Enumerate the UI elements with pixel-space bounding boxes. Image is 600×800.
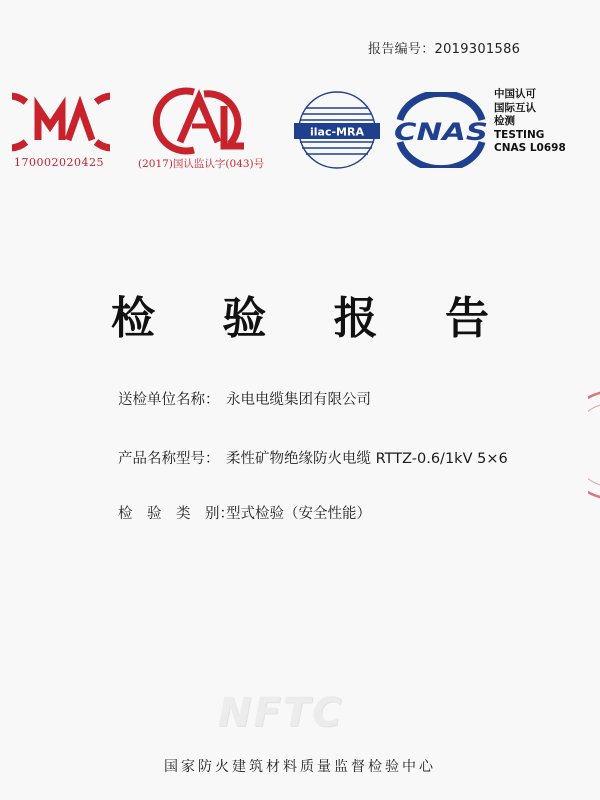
field-label: 检 验 类 别： [118,506,234,522]
field-value: 柔性矿物绝缘防火电缆 RTTZ-0.6/1kV 5×6 [226,451,508,467]
page-title: 检 验 报 告 [111,293,515,344]
cnas-side-line: 中国认可 [494,88,536,100]
field-submitting-unit [118,388,371,409]
svg-text:CNAS: CNAS [394,118,488,146]
field-label: 产品名称型号： [118,451,220,467]
field-inspection-type [118,502,371,523]
red-seal-icon [588,390,600,500]
field-label: 送检单位名称： [118,392,220,408]
cma-logo-icon [12,92,110,152]
cnas-side-line: CNAS L0698 [494,142,566,154]
report-number: 报告编号：2019301586 [368,42,521,57]
cnas-side-line: TESTING [494,128,545,141]
cal-code: (2017)国认监认字(043)号 [138,158,265,170]
svg-text:ilac-MRA: ilac-MRA [310,125,364,139]
field-product-model [118,447,508,468]
cnas-side-line: 国际互认 [494,101,536,114]
cnas-logo-icon [390,92,492,168]
cma-code: 170002020425 [14,156,104,169]
watermark: NFTC [218,690,344,736]
ilac-mra-logo-icon [292,90,382,170]
field-value: 永电电缆集团有限公司 [226,392,371,408]
cnas-side-line: 检测 [494,115,515,127]
issuer-name: 国家防火建筑材料质量监督检验中心 [164,759,436,775]
cal-logo-icon [150,84,248,156]
field-value: 型式检验（安全性能） [226,506,371,522]
cnas-side-text [494,88,566,156]
